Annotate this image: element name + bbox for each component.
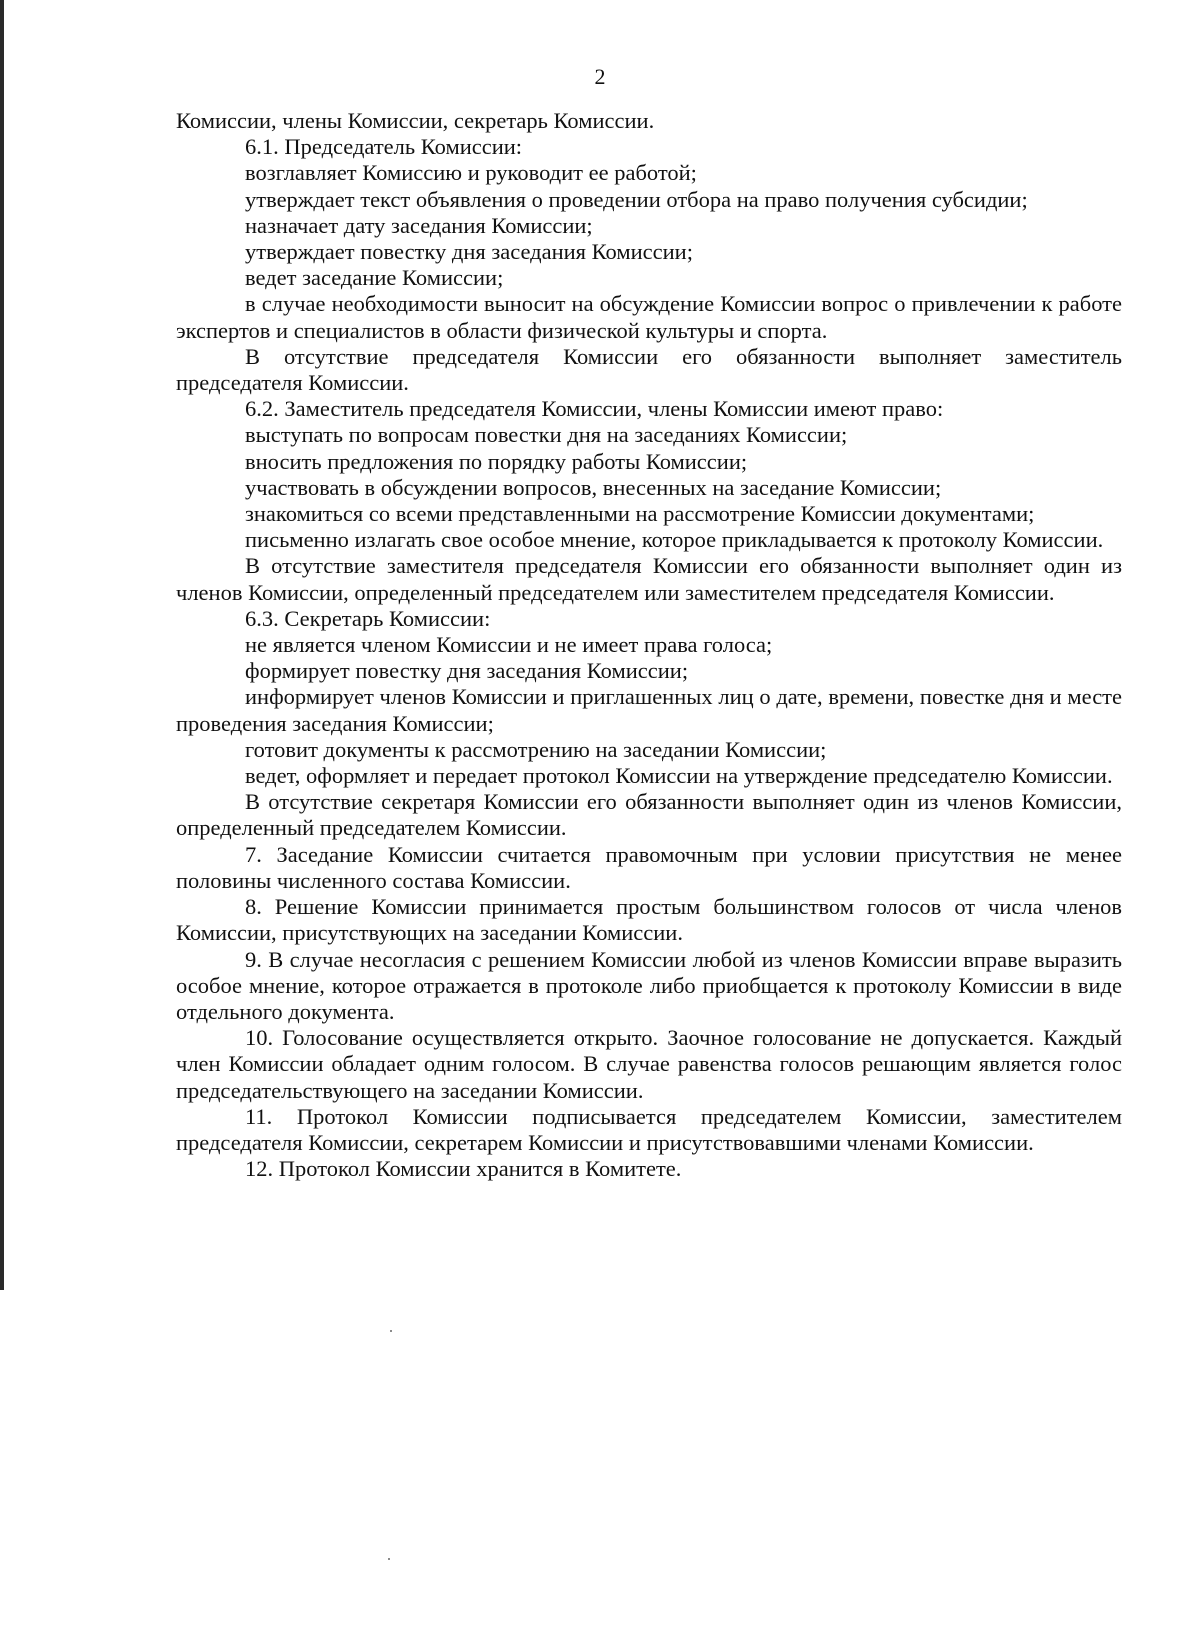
paragraph: в случае необходимости выносит на обсуждение Комиссии вопрос о привлечении к работе экспертов и специалистов в области физической культуры и спорта.	[176, 291, 1122, 343]
paragraph: возглавляет Комиссию и руководит ее работой;	[245, 160, 697, 186]
paragraph: знакомиться со всеми представленными на рассмотрение Комиссии документами;	[245, 501, 1035, 527]
paragraph: 6.3. Секретарь Комиссии:	[245, 605, 491, 631]
paragraph: утверждает текст объявления о проведении отбора на право получения субсидии;	[245, 186, 1028, 212]
document-body	[176, 108, 1122, 1182]
paragraph: 11. Протокол Комиссии подписывается председателем Комиссии, заместителем председателя Комиссии, секретарем Комиссии и присутствовавшими членами Комиссии.	[176, 1103, 1122, 1155]
paragraph: информирует членов Комиссии и приглашенных лиц о дате, времени, повестке дня и месте проведения заседания Комиссии;	[176, 684, 1122, 736]
paragraph: не является членом Комиссии и не имеет права голоса;	[245, 632, 773, 658]
paragraph: участвовать в обсуждении вопросов, внесенных на заседание Комиссии;	[245, 474, 942, 500]
page-number: 2	[594, 64, 606, 89]
paragraph: 9. В случае несогласия с решением Комиссии любой из членов Комиссии вправе выразить особое мнение, которое отражается в протоколе либо приобщается к протоколу Комиссии в виде отдельного документа.	[176, 946, 1122, 1024]
paragraph: В отсутствие председателя Комиссии его обязанности выполняет заместитель председателя Комиссии.	[176, 343, 1122, 396]
paragraph: В отсутствие заместителя председателя Комиссии его обязанности выполняет один из членов Комиссии, определенный председателем или заместителем председателя Комиссии.	[176, 553, 1122, 605]
paragraph: письменно излагать свое особое мнение, которое прикладывается к протоколу Комиссии.	[245, 527, 1104, 553]
paragraph: готовит документы к рассмотрению на заседании Комиссии;	[245, 736, 827, 762]
paragraph: Комиссии, члены Комиссии, секретарь Комиссии.	[176, 108, 655, 133]
paragraph: выступать по вопросам повестки дня на заседаниях Комиссии;	[245, 422, 848, 448]
paragraph: вносить предложения по порядку работы Комиссии;	[245, 448, 748, 474]
scan-edge-shadow	[0, 0, 4, 1290]
paragraph: ведет, оформляет и передает протокол Комиссии на утверждение председателю Комиссии.	[245, 763, 1113, 789]
paragraph: назначает дату заседания Комиссии;	[245, 212, 593, 238]
scan-speck	[390, 1330, 392, 1332]
paragraph: 6.1. Председатель Комиссии:	[245, 134, 523, 160]
scan-speck	[388, 1558, 390, 1560]
paragraph: В отсутствие секретаря Комиссии его обязанности выполняет один из членов Комиссии, определенный председателем Комиссии.	[176, 789, 1122, 841]
paragraph: 6.2. Заместитель председателя Комиссии, члены Комиссии имеют право:	[245, 396, 944, 422]
paragraph: 7. Заседание Комиссии считается правомочным при условии присутствия не менее половины численного состава Комиссии.	[176, 841, 1122, 893]
paragraph: формирует повестку дня заседания Комиссии;	[245, 658, 689, 684]
paragraph: 10. Голосование осуществляется открыто. Заочное голосование не допускается. Каждый член Комиссии обладает одним голосом. В случае равенства голосов решающим является голос председательствующего на заседании Комиссии.	[176, 1025, 1122, 1103]
paragraph: утверждает повестку дня заседания Комиссии;	[245, 239, 693, 265]
paragraph: ведет заседание Комиссии;	[245, 265, 504, 291]
paragraph: 8. Решение Комиссии принимается простым большинством голосов от числа членов Комиссии, присутствующих на заседании Комиссии.	[176, 894, 1122, 946]
paragraph: 12. Протокол Комиссии хранится в Комитете.	[245, 1156, 682, 1182]
